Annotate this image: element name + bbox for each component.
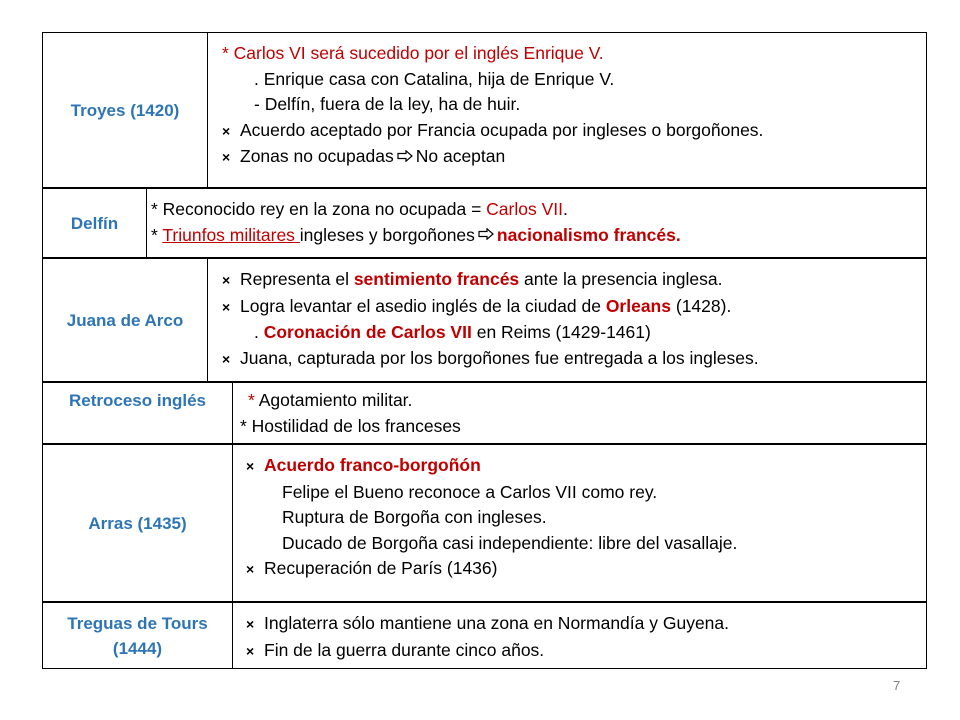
troyes-line-1: * Carlos VI será sucedido por el inglés Enrique V.	[222, 43, 604, 63]
row-tours	[42, 602, 927, 669]
page-number: 7	[893, 678, 901, 693]
arrow-right-icon	[478, 228, 494, 240]
troyes-line-2: . Enrique casa con Catalina, hija de Enrique V.	[254, 68, 615, 89]
row-content-retroceso	[233, 383, 926, 443]
row-label-tours: Treguas de Tours (1444)	[43, 603, 233, 668]
retroceso-line-1: * Agotamiento militar.	[248, 390, 413, 410]
row-label-juana: Juana de Arco	[43, 259, 208, 381]
arras-line-3: Ruptura de Borgoña con ingleses.	[282, 507, 547, 527]
row-troyes	[42, 32, 927, 188]
arras-line-5: × Recuperación de París (1436)	[246, 556, 926, 583]
row-arras	[42, 444, 927, 602]
arras-line-1: × Acuerdo franco-borgoñón	[246, 453, 926, 480]
tours-line-1: × Inglaterra sólo mantiene una zona en Normandía y Guyena.	[246, 611, 926, 638]
juana-line-4: × Juana, capturada por los borgoñones fue entregada a los ingleses.	[222, 346, 926, 373]
bullet-x-icon: ×	[246, 458, 255, 474]
row-delfin	[42, 188, 927, 258]
row-label-retroceso: Retroceso inglés	[43, 383, 233, 443]
bullet-x-icon: ×	[222, 122, 231, 139]
bullet-x-icon: ×	[222, 149, 231, 165]
arras-line-2: Felipe el Bueno reconoce a Carlos VII como rey.	[282, 481, 658, 502]
arrow-right-icon	[397, 150, 413, 162]
bullet-x-icon: ×	[246, 616, 255, 632]
row-content-juana	[208, 259, 926, 381]
row-content-arras	[233, 445, 926, 601]
row-content-delfin	[147, 189, 926, 257]
troyes-line-4: × Acuerdo aceptado por Francia ocupada por ingleses o borgoñones.	[222, 118, 926, 145]
row-juana	[42, 258, 927, 382]
juana-line-1: × Representa el sentimiento francés ante la presencia inglesa.	[222, 267, 926, 294]
troyes-line-3: - Delfín, fuera de la ley, ha de huir.	[254, 94, 521, 114]
bullet-x-icon: ×	[222, 272, 231, 288]
bullet-x-icon: ×	[246, 561, 255, 577]
bullet-x-icon: ×	[246, 642, 255, 659]
row-content-troyes	[208, 33, 926, 187]
retroceso-line-2: * Hostilidad de los franceses	[240, 415, 461, 436]
tours-line-2: × Fin de la guerra durante cinco años.	[246, 638, 926, 665]
juana-line-2: × Logra levantar el asedio inglés de la ciudad de Orleans (1428).	[222, 294, 926, 321]
row-retroceso	[42, 382, 927, 444]
delfin-line-2: * Triunfos militares ingleses y borgoñones nacionalismo francés.	[151, 224, 681, 245]
row-label-delfin: Delfín	[43, 189, 147, 257]
arras-line-4: Ducado de Borgoña casi independiente: libre del vasallaje.	[282, 532, 738, 553]
row-label-arras: Arras (1435)	[43, 445, 233, 601]
row-content-tours	[233, 603, 926, 668]
bullet-x-icon: ×	[222, 298, 231, 315]
delfin-line-1: * Reconocido rey en la zona no ocupada = Carlos VII.	[151, 199, 568, 219]
row-label-troyes: Troyes (1420)	[43, 33, 208, 187]
troyes-line-5: × Zonas no ocupadas No aceptan	[222, 144, 926, 171]
juana-line-3: . Coronación de Carlos VII en Reims (1429-1461)	[254, 322, 651, 342]
bullet-x-icon: ×	[222, 350, 231, 367]
